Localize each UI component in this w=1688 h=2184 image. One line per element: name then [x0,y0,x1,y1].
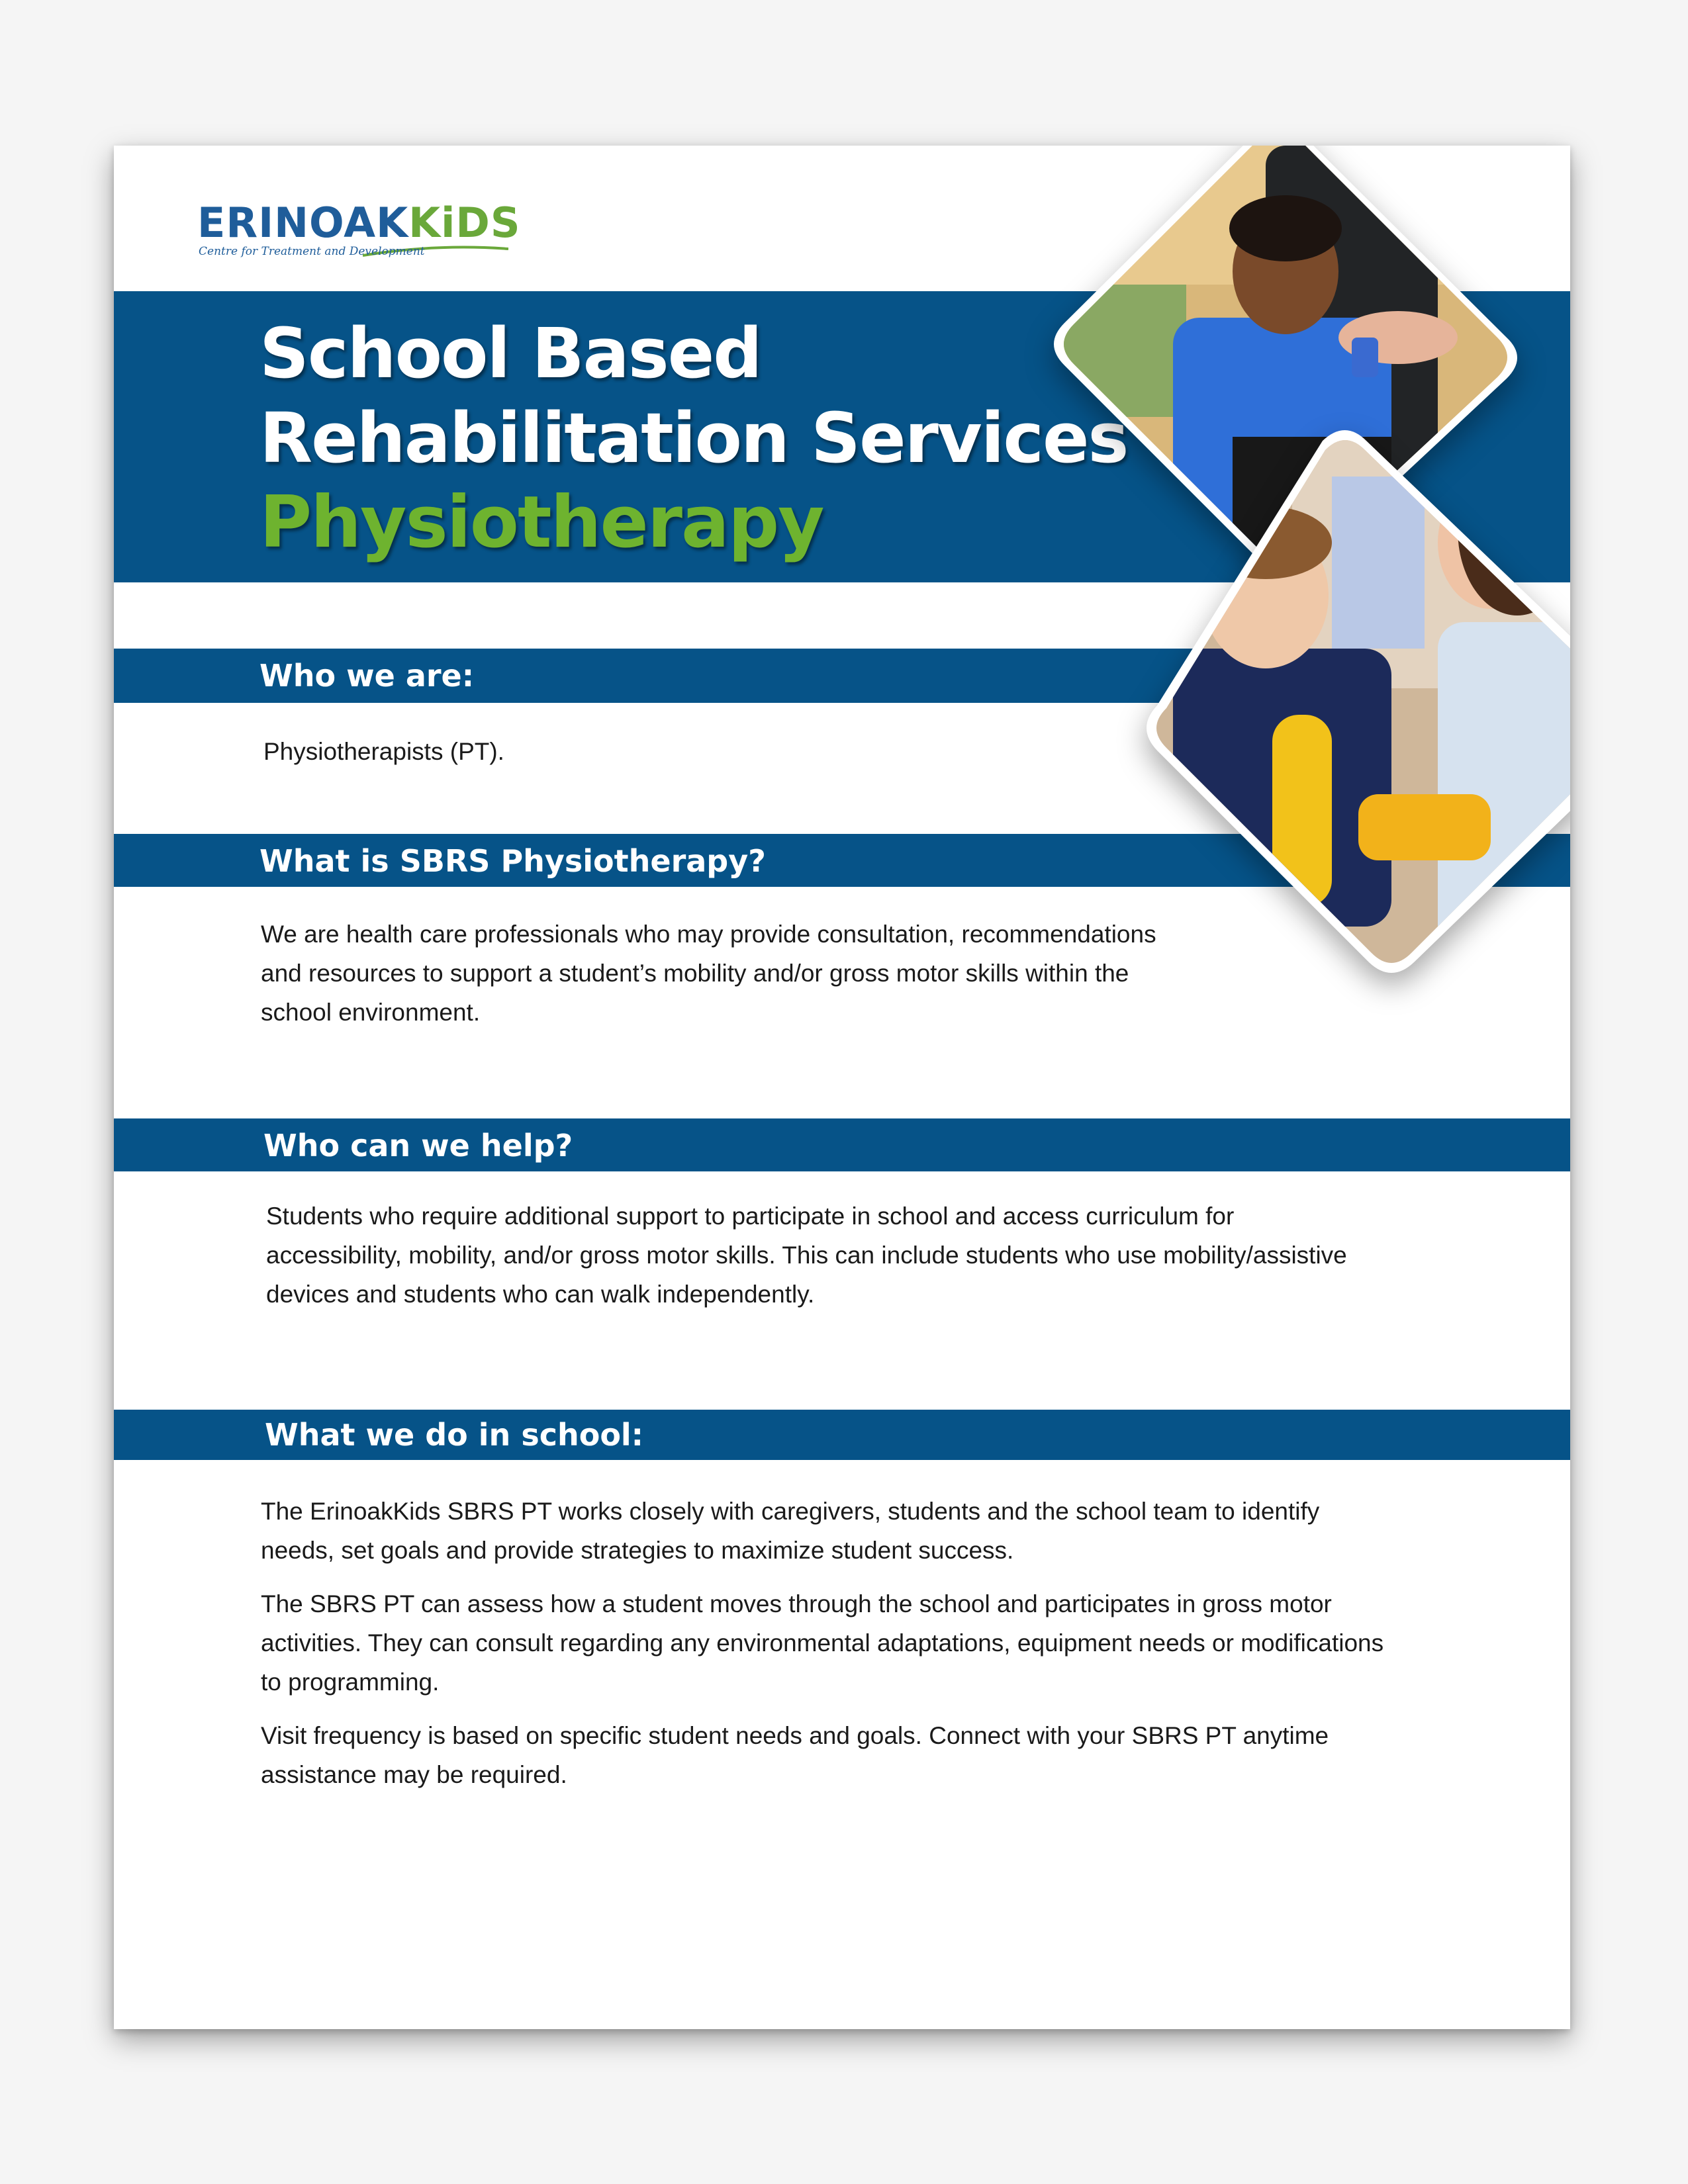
logo-tagline: Centre for Treatment and Development [199,245,425,258]
section-heading-who-can-we-help: Who can we help? [263,1128,573,1163]
paragraph: Visit frequency is based on specific student needs and goals. Connect with your SBRS PT anytime assistance may be required. [261,1722,1329,1788]
paragraph: Students who require additional support to participate in school and access curriculum for accessibility, mobility, and/or gross motor skills. This can include students who use mobility/assistive devices and students who can walk independently. [266,1203,1347,1308]
paragraph: We are health care professionals who may provide consultation, recommendations and resources to support a student’s mobility and/or gross motor skills within the school environment. [261,921,1156,1026]
photo-child-with-therapist [1094,424,1570,979]
logo-name-part2: KiDS [408,199,521,247]
page-title-line2: Rehabilitation Services [259,398,1128,478]
paragraph: The SBRS PT can assess how a student moves through the school and participates in gross motor activities. They can consult regarding any environmental adaptations, equipment needs or modifications to programming. [261,1590,1384,1696]
page-subtitle: Physiotherapy [259,481,823,564]
section-body-what-is-sbrs [261,915,1181,1046]
logo-wordmark [197,199,521,247]
document-page [114,146,1570,2029]
erinoakkids-logo [197,199,541,275]
section-heading-what-is-sbrs: What is SBRS Physiotherapy? [259,843,766,879]
section-heading-who-we-are: Who we are: [259,658,475,694]
logo-name-part1: ERINOAK [197,199,409,247]
paragraph: Physiotherapists (PT). [263,738,504,765]
section-body-who-can-we-help [266,1197,1352,1328]
page-title-line1: School Based [259,313,761,394]
section-heading-what-we-do: What we do in school: [265,1417,644,1453]
section-body-who-we-are [263,732,1058,786]
paragraph: The ErinoakKids SBRS PT works closely with caregivers, students and the school team to identify needs, set goals and provide strategies to maximize student success. [261,1498,1320,1564]
section-body-what-we-do [261,1492,1399,1809]
